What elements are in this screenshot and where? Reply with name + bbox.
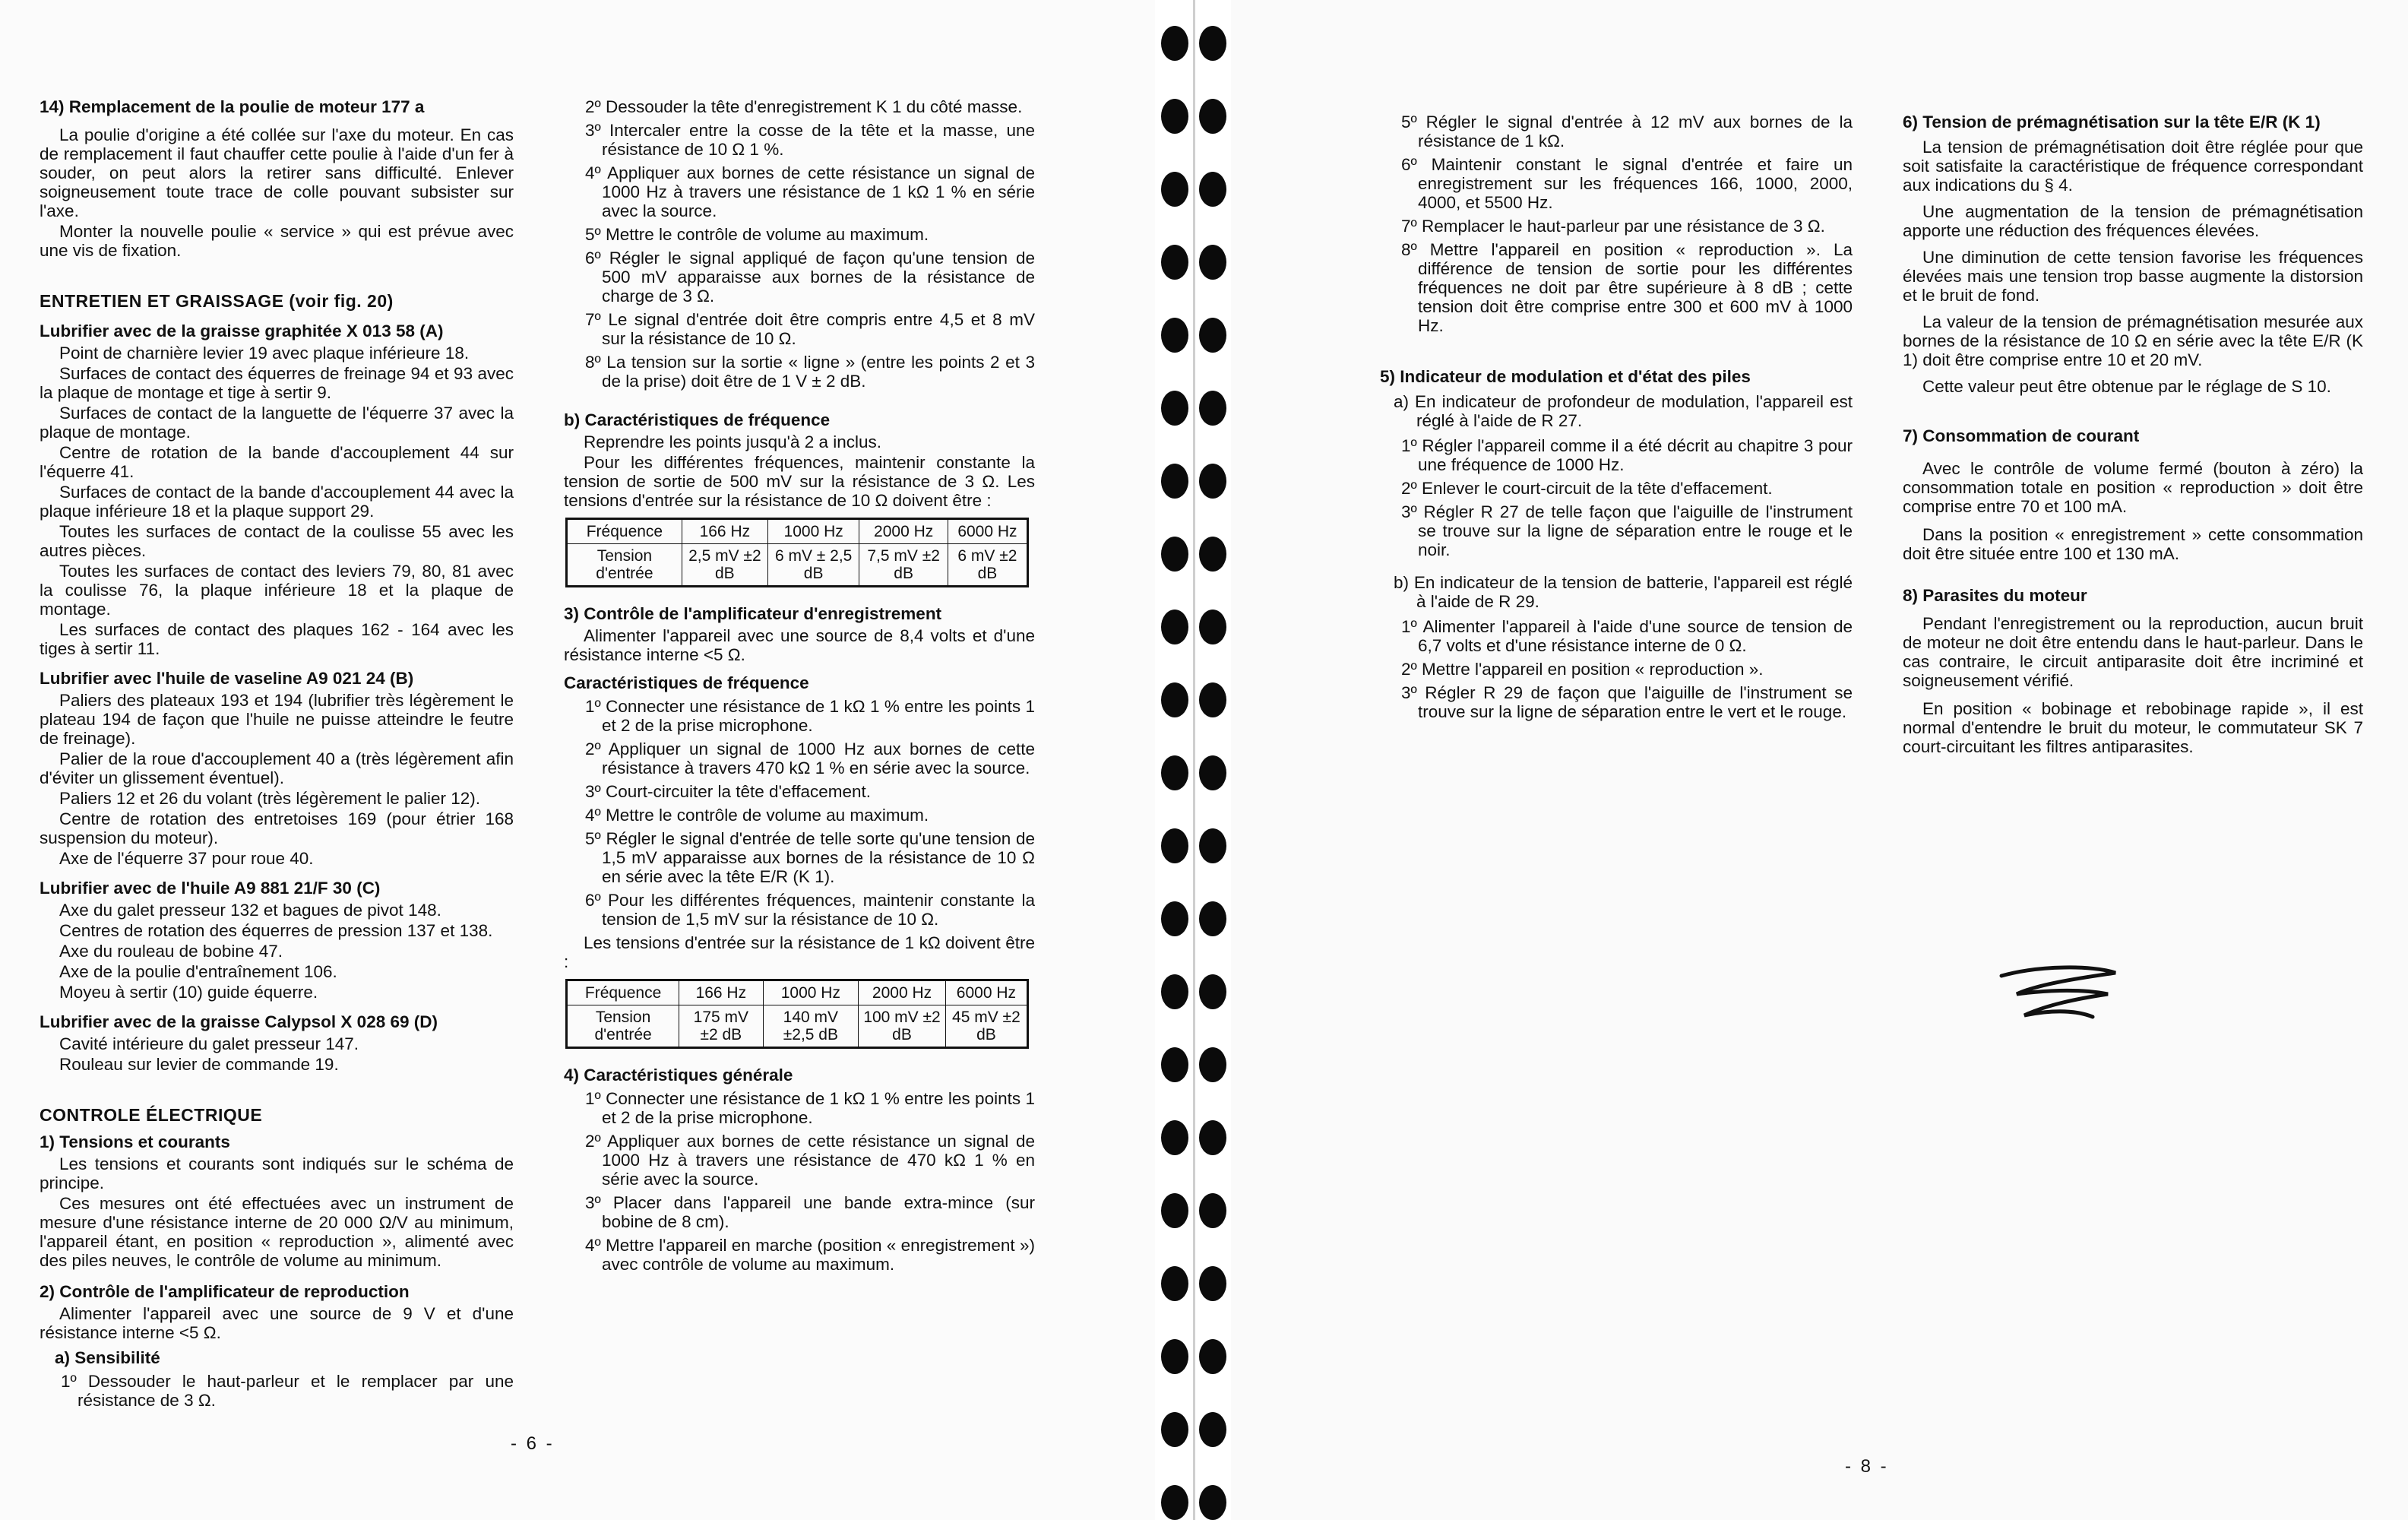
right-page bbox=[1231, 0, 2408, 1520]
binding-ring bbox=[1199, 26, 1226, 61]
frequency-characteristics-title: b) Caractéristiques de fréquence bbox=[564, 410, 831, 429]
modulation-a: a) En indicateur de profondeur de modulation, l'appareil est réglé à l'aide de R 27. bbox=[1394, 392, 1853, 430]
premagnetisation-paragraph: Une diminution de cette tension favorise les fréquences élevées mais une tension trop basse augmente la distorsion et le bruit de fond. bbox=[1903, 248, 2363, 305]
reproduction-amp-title: 2) Contrôle de l'amplificateur de reproduction bbox=[40, 1282, 410, 1301]
premagnetisation-paragraph: Cette valeur peut être obtenue par le réglage de S 10. bbox=[1922, 377, 2331, 396]
binding-ring bbox=[1199, 1193, 1226, 1228]
premagnetisation-title: 6) Tension de prémagnétisation sur la tête E/R (K 1) bbox=[1903, 112, 2321, 131]
controle-title: CONTROLE ÉLECTRIQUE bbox=[40, 1105, 263, 1125]
record-amp-paragraph: Alimenter l'appareil avec une source de 8,4 volts et d'une résistance interne <5 Ω. bbox=[564, 626, 1035, 664]
lubrication-a-title: Lubrifier avec de la graisse graphitée X 013 58 (A) bbox=[40, 321, 444, 340]
binding-ring bbox=[1161, 901, 1188, 936]
lubrication-a-line: Point de charnière levier 19 avec plaque inférieure 18. bbox=[59, 344, 470, 363]
left-column-2 bbox=[564, 97, 1035, 1278]
binding-ring bbox=[1199, 974, 1226, 1009]
table-cell: 7,5 mV ±2 dB bbox=[859, 544, 948, 587]
sensibilite-title: a) Sensibilité bbox=[55, 1348, 160, 1367]
battery-step: 3º Régler R 29 de façon que l'aiguille de l'instrument se trouve sur la ligne de séparation entre le vert et le rouge. bbox=[1401, 683, 1853, 721]
binding-ring bbox=[1161, 99, 1188, 134]
battery-step: 2º Mettre l'appareil en position « reproduction ». bbox=[1401, 660, 1764, 679]
premagnetisation-paragraph: Une augmentation de la tension de prémagnétisation apporte une réduction des fréquences élevées. bbox=[1903, 202, 2363, 240]
sensibilite-step: 1º Dessouder le haut-parleur et le remplacer par une résistance de 3 Ω. bbox=[61, 1372, 514, 1410]
lubrication-c-line: Axe du galet presseur 132 et bagues de pivot 148. bbox=[59, 901, 441, 920]
record-step: 6º Pour les différentes fréquences, maintenir constante la tension de 1,5 mV sur la résistance de 10 Ω. bbox=[585, 891, 1035, 929]
lubrication-c-line: Axe du rouleau de bobine 47. bbox=[59, 942, 283, 961]
lubrication-c-line: Axe de la poulie d'entraînement 106. bbox=[59, 962, 337, 981]
entretien-title: ENTRETIEN ET GRAISSAGE (voir fig. 20) bbox=[40, 291, 394, 311]
table-header-cell: 6000 Hz bbox=[948, 519, 1027, 544]
binding-ring bbox=[1161, 1485, 1188, 1520]
lubrication-b-line: Palier de la roue d'accouplement 40 a (très légèrement afin d'éviter un glissement éventuel). bbox=[40, 749, 514, 787]
lubrication-b-line: Paliers des plateaux 193 et 194 (lubrifier très légèrement le plateau 194 de façon que l'huile ne puisse atteindre le feutre de freinage). bbox=[40, 691, 514, 748]
lubrication-c-title: Lubrifier avec de l'huile A9 881 21/F 30 (C) bbox=[40, 879, 381, 898]
lubrication-a-line: Toutes les surfaces de contact des leviers 79, 80, 81 avec la coulisse 76, la plaque inférieure 18 et la plaque de montage. bbox=[40, 562, 514, 619]
table-header-cell: Fréquence bbox=[567, 519, 682, 544]
sensibilite-step: 2º Dessouder la tête d'enregistrement K 1 du côté masse. bbox=[585, 97, 1023, 116]
binding-ring bbox=[1199, 391, 1226, 426]
table-cell: 6 mV ±2 dB bbox=[948, 544, 1027, 587]
modulation-step: 1º Régler l'appareil comme il a été décrit au chapitre 3 pour une fréquence de 1000 Hz. bbox=[1401, 436, 1853, 474]
modulation-step: 3º Régler R 27 de telle façon que l'aiguille de l'instrument se trouve sur la ligne de séparation entre le rouge et le noir. bbox=[1401, 502, 1853, 559]
section-14-paragraph-1: La poulie d'origine a été collée sur l'axe du moteur. En cas de remplacement il faut chauffer cette poulie à l'aide d'un fer à souder, on peut alors la retirer sans difficulté. Enlever soigneusement toute trace de colle pouvant subsister sur l'axe. bbox=[40, 125, 514, 220]
consumption-paragraph: Avec le contrôle de volume fermé (bouton à zéro) la consommation totale en position « reproduction » doit être comprise entre 70 et 100 mA. bbox=[1903, 459, 2363, 516]
lubrication-c-line: Centres de rotation des équerres de pression 137 et 138. bbox=[59, 921, 493, 940]
record-step: 3º Court-circuiter la tête d'effacement. bbox=[585, 782, 872, 801]
battery-b: b) En indicateur de la tension de batterie, l'appareil est réglé à l'aide de R 29. bbox=[1394, 573, 1853, 611]
binding-ring bbox=[1199, 1266, 1226, 1301]
binding-ring bbox=[1161, 318, 1188, 353]
lubrication-a-line: Toutes les surfaces de contact de la coulisse 55 avec les autres pièces. bbox=[40, 522, 514, 560]
lubrication-a-line: Les surfaces de contact des plaques 162 - 164 avec les tiges à sertir 11. bbox=[40, 620, 514, 658]
left-column-1 bbox=[40, 97, 514, 1414]
general-characteristics-title: 4) Caractéristiques générale bbox=[564, 1066, 793, 1085]
binding-ring bbox=[1161, 172, 1188, 207]
record-step: 5º Régler le signal d'entrée de telle sorte qu'une tension de 1,5 mV apparaisse aux bornes de la résistance de 10 Ω en série avec la tête E/R (K 1). bbox=[585, 829, 1035, 886]
reproduction-amp-paragraph: Alimenter l'appareil avec une source de 9 V et d'une résistance interne <5 Ω. bbox=[40, 1304, 514, 1342]
binding-ring bbox=[1199, 464, 1226, 499]
record-step: 6º Maintenir constant le signal d'entrée et faire un enregistrement sur les fréquences 166, 1000, 2000, 4000, et 5500 Hz. bbox=[1401, 155, 1853, 212]
binding-ring bbox=[1199, 318, 1226, 353]
left-page bbox=[0, 0, 1155, 1520]
record-step: 7º Remplacer le haut-parleur par une résistance de 3 Ω. bbox=[1401, 217, 1825, 236]
binding-ring bbox=[1199, 828, 1226, 863]
section-14-title: 14) Remplacement de la poulie de moteur 177 a bbox=[40, 97, 425, 116]
record-amp-title: 3) Contrôle de l'amplificateur d'enregistrement bbox=[564, 604, 942, 623]
binding-ring bbox=[1199, 1485, 1226, 1520]
general-step: 3º Placer dans l'appareil une bande extra-mince (sur bobine de 8 cm). bbox=[585, 1193, 1035, 1231]
binding-ring bbox=[1199, 682, 1226, 717]
general-step: 4º Mettre l'appareil en marche (position « enregistrement ») avec contrôle de volume au maximum. bbox=[585, 1236, 1035, 1274]
tensions-paragraph-2: Ces mesures ont été effectuées avec un instrument de mesure d'une résistance interne de 20 000 Ω/V au minimum, l'appareil étant, en position « reproduction », alimenté avec des piles neuves, le contrôle de volume au minimum. bbox=[40, 1194, 514, 1270]
record-frequency-subtitle: Caractéristiques de fréquence bbox=[564, 673, 809, 692]
binding-ring bbox=[1161, 610, 1188, 644]
general-step: 2º Appliquer aux bornes de cette résistance un signal de 1000 Hz à travers une résistance de 470 kΩ 1 % en série avec la source. bbox=[585, 1132, 1035, 1189]
motor-interference-paragraph: Pendant l'enregistrement ou la reproduction, aucun bruit de moteur ne doit être entendu dans le haut-parleur. Dans le cas contraire, le circuit antiparasite doit être incriminé et soigneusement vérifié. bbox=[1903, 614, 2363, 690]
page-number: - 6 - bbox=[511, 1433, 555, 1454]
table-cell: 45 mV ±2 dB bbox=[945, 1005, 1027, 1048]
table-row bbox=[567, 1005, 1028, 1048]
binding-ring bbox=[1161, 974, 1188, 1009]
record-step: 5º Régler le signal d'entrée à 12 mV aux bornes de la résistance de 1 kΩ. bbox=[1401, 112, 1853, 150]
binding-ring bbox=[1199, 99, 1226, 134]
table-cell: 2,5 mV ±2 dB bbox=[682, 544, 767, 587]
sensibilite-step: 4º Appliquer aux bornes de cette résistance un signal de 1000 Hz à travers une résistance de 1 kΩ 1 % en série avec la source. bbox=[585, 163, 1035, 220]
table-header-cell: 166 Hz bbox=[682, 519, 767, 544]
frequency-table-1 bbox=[565, 518, 1029, 587]
binding-ring bbox=[1199, 1047, 1226, 1082]
binding-ring bbox=[1199, 1120, 1226, 1155]
lubrication-a-line: Centre de rotation de la bande d'accouplement 44 sur l'équerre 41. bbox=[40, 443, 514, 481]
premagnetisation-paragraph: La tension de prémagnétisation doit être réglée pour que soit satisfaite la caractéristique de fréquence correspondant aux indications du § 4. bbox=[1903, 138, 2363, 195]
binding-ring bbox=[1161, 391, 1188, 426]
table-row-label: Tension d'entrée bbox=[567, 1005, 679, 1048]
table-header-cell: 1000 Hz bbox=[767, 519, 859, 544]
binding-ring bbox=[1161, 537, 1188, 572]
binding-ring bbox=[1199, 245, 1226, 280]
lubrication-c-line: Moyeu à sertir (10) guide équerre. bbox=[59, 983, 318, 1002]
right-column-2 bbox=[1903, 112, 2363, 758]
binding-ring bbox=[1161, 1412, 1188, 1447]
binding-ring bbox=[1161, 1120, 1188, 1155]
modulation-step: 2º Enlever le court-circuit de la tête d'effacement. bbox=[1401, 479, 1773, 498]
binding-ring bbox=[1199, 901, 1226, 936]
binding-ring bbox=[1161, 464, 1188, 499]
binding-ring bbox=[1199, 172, 1226, 207]
table-cell: 175 mV ±2 dB bbox=[679, 1005, 763, 1048]
page-number: - 8 - bbox=[1845, 1456, 1889, 1477]
binding-ring bbox=[1161, 682, 1188, 717]
sensibilite-step: 3º Intercaler entre la cosse de la tête et la masse, une résistance de 10 Ω 1 %. bbox=[585, 121, 1035, 159]
table-header-cell: 2000 Hz bbox=[859, 980, 946, 1005]
general-step: 1º Connecter une résistance de 1 kΩ 1 % entre les points 1 et 2 de la prise microphone. bbox=[585, 1089, 1035, 1127]
binding-ring bbox=[1161, 245, 1188, 280]
table-header-cell: 166 Hz bbox=[679, 980, 763, 1005]
table-cell: 100 mV ±2 dB bbox=[859, 1005, 946, 1048]
binding-ring bbox=[1161, 26, 1188, 61]
battery-step: 1º Alimenter l'appareil à l'aide d'une source de tension de 6,7 volts et d'une résistance interne de 0 Ω. bbox=[1401, 617, 1853, 655]
table-row bbox=[567, 980, 1028, 1005]
lubrication-d-line: Cavité intérieure du galet presseur 147. bbox=[59, 1034, 359, 1053]
premagnetisation-paragraph: La valeur de la tension de prémagnétisation mesurée aux bornes de la résistance de 10 Ω en série avec la tête E/R (K 1) doit être comprise entre 10 et 20 mV. bbox=[1903, 312, 2363, 369]
tensions-title: 1) Tensions et courants bbox=[40, 1132, 230, 1151]
pen-scribble-mark bbox=[1994, 961, 2131, 1029]
record-step: 1º Connecter une résistance de 1 kΩ 1 % entre les points 1 et 2 de la prise microphone. bbox=[585, 697, 1035, 735]
record-step: 2º Appliquer un signal de 1000 Hz aux bornes de cette résistance à travers 470 kΩ 1 % en série avec la source. bbox=[585, 739, 1035, 777]
binding-ring bbox=[1161, 828, 1188, 863]
motor-interference-paragraph: En position « bobinage et rebobinage rapide », il est normal d'entendre le bruit du moteur, le commutateur SK 7 court-circuitant les filtres antiparasites. bbox=[1903, 699, 2363, 756]
record-paragraph-2: Les tensions d'entrée sur la résistance de 1 kΩ doivent être : bbox=[564, 933, 1035, 971]
lubrication-a-line: Surfaces de contact de la bande d'accouplement 44 avec la plaque inférieure 18 et la plaque support 29. bbox=[40, 483, 514, 521]
binding-fold bbox=[1193, 0, 1195, 1520]
table-cell: 6 mV ± 2,5 dB bbox=[767, 544, 859, 587]
sensibilite-step: 6º Régler le signal appliqué de façon qu'une tension de 500 mV apparaisse aux bornes de la résistance de charge de 3 Ω. bbox=[585, 249, 1035, 306]
table-header-cell: 2000 Hz bbox=[859, 519, 948, 544]
frequency-paragraph-1: Reprendre les points jusqu'à 2 a inclus. bbox=[584, 432, 882, 451]
table-cell: 140 mV ±2,5 dB bbox=[763, 1005, 859, 1048]
table-row bbox=[567, 519, 1028, 544]
spiral-binding bbox=[1155, 0, 1231, 1520]
binding-ring bbox=[1199, 1412, 1226, 1447]
record-step: 8º Mettre l'appareil en position « reproduction ». La différence de tension de sortie pour les différentes fréquences ne doit par être supérieure à 8 dB ; cette tension doit être comprise entre 300 et 600 mV à 1000 Hz. bbox=[1401, 240, 1853, 335]
section-14-paragraph-2: Monter la nouvelle poulie « service » qui est prévue avec une vis de fixation. bbox=[40, 222, 514, 260]
table-header-cell: 1000 Hz bbox=[763, 980, 859, 1005]
frequency-paragraph-2: Pour les différentes fréquences, maintenir constante la tension de sortie de 500 mV sur la résistance de 3 Ω. Les tensions d'entrée sur la résistance de 10 Ω doivent être : bbox=[564, 453, 1035, 510]
binding-ring bbox=[1161, 1339, 1188, 1374]
tensions-paragraph-1: Les tensions et courants sont indiqués sur le schéma de principe. bbox=[40, 1154, 514, 1192]
sensibilite-step: 7º Le signal d'entrée doit être compris entre 4,5 et 8 mV sur la résistance de 10 Ω. bbox=[585, 310, 1035, 348]
sensibilite-step: 8º La tension sur la sortie « ligne » (entre les points 2 et 3 de la prise) doit être de 1 V ± 2 dB. bbox=[585, 353, 1035, 391]
lubrication-b-line: Paliers 12 et 26 du volant (très légèrement le palier 12). bbox=[59, 789, 481, 808]
table-row bbox=[567, 544, 1028, 587]
lubrication-a-line: Surfaces de contact de la languette de l'équerre 37 avec la plaque de montage. bbox=[40, 404, 514, 442]
consumption-title: 7) Consommation de courant bbox=[1903, 426, 2140, 445]
binding-ring bbox=[1199, 1339, 1226, 1374]
binding-ring bbox=[1199, 755, 1226, 790]
lubrication-b-title: Lubrifier avec l'huile de vaseline A9 021 24 (B) bbox=[40, 669, 414, 688]
binding-ring bbox=[1161, 755, 1188, 790]
lubrication-b-line: Centre de rotation des entretoises 169 (pour étrier 168 suspension du moteur). bbox=[40, 809, 514, 847]
frequency-table-2 bbox=[565, 979, 1029, 1049]
lubrication-a-line: Surfaces de contact des équerres de freinage 94 et 93 avec la plaque de montage et tige à sertir 9. bbox=[40, 364, 514, 402]
sensibilite-step: 5º Mettre le contrôle de volume au maximum. bbox=[585, 225, 929, 244]
binding-ring bbox=[1161, 1193, 1188, 1228]
lubrication-d-line: Rouleau sur levier de commande 19. bbox=[59, 1055, 339, 1074]
consumption-paragraph: Dans la position « enregistrement » cette consommation doit être située entre 100 et 130 mA. bbox=[1903, 525, 2363, 563]
binding-ring bbox=[1199, 610, 1226, 644]
binding-ring bbox=[1199, 537, 1226, 572]
table-header-cell: Fréquence bbox=[567, 980, 679, 1005]
right-column-1 bbox=[1380, 112, 1853, 726]
binding-ring bbox=[1161, 1266, 1188, 1301]
table-row-label: Tension d'entrée bbox=[567, 544, 682, 587]
record-step: 4º Mettre le contrôle de volume au maximum. bbox=[585, 806, 929, 825]
lubrication-d-title: Lubrifier avec de la graisse Calypsol X 028 69 (D) bbox=[40, 1012, 438, 1031]
modulation-indicator-title: 5) Indicateur de modulation et d'état des piles bbox=[1380, 367, 1751, 386]
binding-ring bbox=[1161, 1047, 1188, 1082]
motor-interference-title: 8) Parasites du moteur bbox=[1903, 586, 2087, 605]
table-header-cell: 6000 Hz bbox=[945, 980, 1027, 1005]
lubrication-b-line: Axe de l'équerre 37 pour roue 40. bbox=[59, 849, 314, 868]
